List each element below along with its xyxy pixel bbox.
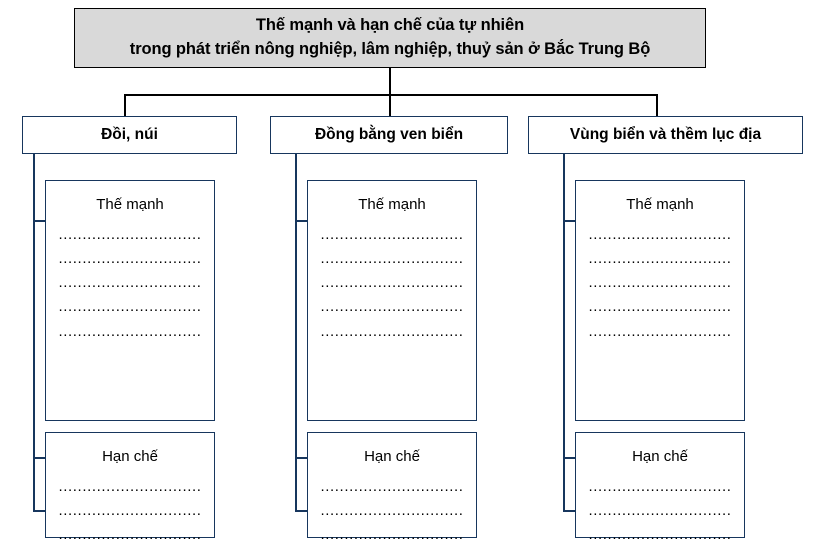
content-box-title-strength-2: Thế mạnh — [358, 196, 426, 213]
dotted-line: .............................. — [58, 274, 202, 292]
branch-header-doi-nui — [22, 116, 237, 154]
connector-branch-3-to-limitation — [563, 457, 575, 459]
dotted-line: .............................. — [588, 501, 732, 519]
dotted-line: .............................. — [588, 274, 732, 292]
branch-header-vung-bien-va-them-luc-dia — [528, 116, 803, 154]
connector-branch-2-to-limitation — [295, 457, 307, 459]
branch-header-dong-bang-ven-bien — [270, 116, 508, 154]
content-box-strength-2 — [307, 180, 477, 421]
dotted-line: .............................. — [58, 225, 202, 243]
dotted-line: .............................. — [588, 322, 732, 340]
dotted-line: .............................. — [58, 501, 202, 519]
dotted-line: .............................. — [320, 322, 464, 340]
connector-branch-1-drop — [124, 94, 126, 116]
content-box-strength-1 — [45, 180, 215, 421]
content-box-title-strength-3: Thế mạnh — [626, 196, 694, 213]
connector-branch-2-drop — [389, 94, 391, 116]
content-box-limitation-3 — [575, 432, 745, 544]
connector-branch-1-to-strength — [33, 220, 45, 222]
dotted-line: .............................. — [320, 501, 464, 519]
branch-header-label-2: Đồng bằng ven biển — [314, 126, 464, 143]
dotted-line: .............................. — [588, 225, 732, 243]
content-box-title-limitation-3: Hạn chế — [632, 448, 688, 465]
dotted-line: .............................. — [58, 477, 202, 495]
connector-branch-3-to-strength — [563, 220, 575, 222]
connector-branch-2-spine-end — [295, 510, 307, 512]
dotted-line: .............................. — [588, 526, 732, 544]
dotted-line: .............................. — [588, 477, 732, 495]
dotted-line: .............................. — [588, 249, 732, 267]
connector-branch-3-spine-end — [563, 510, 575, 512]
dotted-line: .............................. — [58, 322, 202, 340]
dotted-line: .............................. — [58, 298, 202, 316]
dotted-line: .............................. — [320, 274, 464, 292]
diagram-title-line-2: trong phát triển nông nghiệp, lâm nghiệp, thuỷ sản ở Bắc Trung Bộ — [129, 40, 651, 58]
content-box-title-limitation-1: Hạn chế — [102, 448, 158, 465]
diagram-title-line-1: Thế mạnh và hạn chế của tự nhiên — [255, 16, 525, 35]
content-box-strength-3 — [575, 180, 745, 421]
dotted-line: .............................. — [320, 526, 464, 544]
content-box-limitation-2 — [307, 432, 477, 544]
connector-branch-3-drop — [656, 94, 658, 116]
dotted-line: .............................. — [58, 526, 202, 544]
connector-branch-2-to-strength — [295, 220, 307, 222]
dotted-line: .............................. — [58, 249, 202, 267]
diagram-title-box — [74, 8, 706, 68]
branch-header-label-3: Vùng biển và thềm lục địa — [569, 126, 762, 143]
dotted-line: .............................. — [320, 477, 464, 495]
dotted-line: .............................. — [320, 249, 464, 267]
dotted-line: .............................. — [320, 225, 464, 243]
content-box-limitation-1 — [45, 432, 215, 544]
branch-header-label-1: Đồi, núi — [101, 126, 158, 143]
connector-branch-1-to-limitation — [33, 457, 45, 459]
dotted-line: .............................. — [588, 298, 732, 316]
content-box-title-strength-1: Thế mạnh — [96, 196, 164, 213]
content-box-title-limitation-2: Hạn chế — [364, 448, 420, 465]
dotted-line: .............................. — [320, 298, 464, 316]
connector-branch-1-spine-end — [33, 510, 45, 512]
connector-trunk-vertical — [389, 68, 391, 95]
